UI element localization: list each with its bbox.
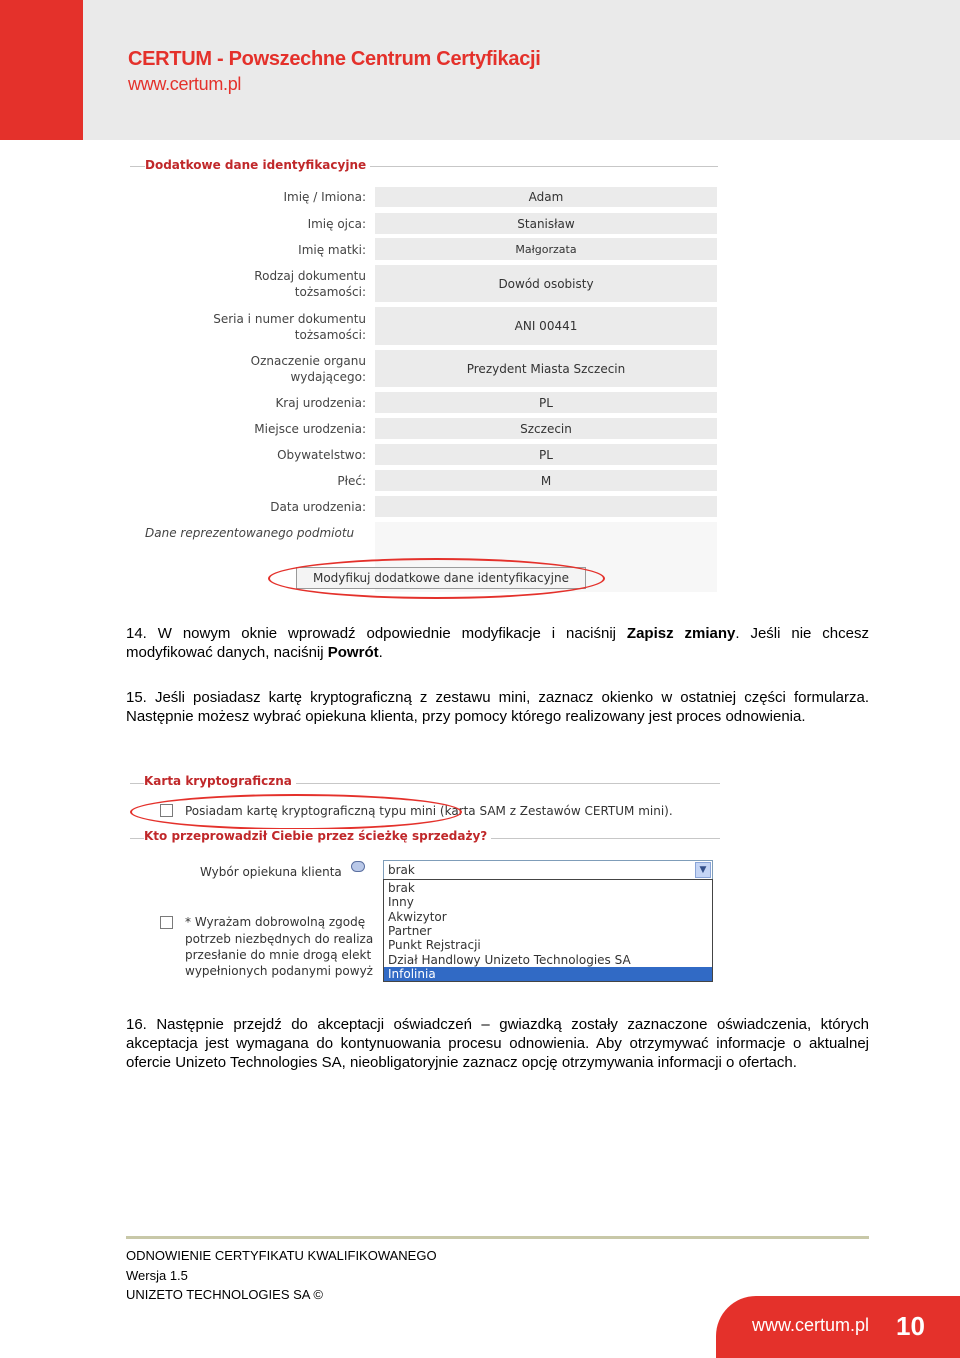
advisor-select[interactable] (383, 860, 713, 880)
page-number: 10 (896, 1311, 925, 1341)
dropdown-option[interactable]: Akwizytor (388, 910, 447, 924)
label-birth-date: Data urodzenia: (270, 500, 366, 514)
consent-line-3: przesłanie do mnie drogą elekt (185, 948, 372, 962)
chevron-down-icon[interactable]: ▼ (695, 862, 711, 878)
step-14-part3: . (378, 644, 383, 661)
value-birth-place: Szczecin (375, 418, 717, 439)
value-issuing-authority: Prezydent Miasta Szczecin (375, 350, 717, 387)
value-first-name: Adam (375, 187, 717, 207)
step-14-part2: . Jeśli nie chcesz modyfikować danych, naciśnij (126, 625, 869, 661)
value-document-number: ANI 00441 (375, 307, 717, 345)
section-title-crypto-card: Karta kryptograficzna (144, 774, 296, 788)
value-father-name: Stanisław (375, 213, 717, 234)
header-title: CERTUM - Powszechne Centrum Certyfikacji (128, 48, 541, 70)
highlight-ellipse (268, 558, 605, 599)
consent-line-4: wypełnionych podanymi powyż (185, 964, 373, 978)
help-bubble-icon[interactable] (351, 861, 365, 872)
label-first-name: Imię / Imiona: (283, 190, 366, 204)
consent-line-2: potrzeb niezbędnych do realiza (185, 932, 374, 946)
footer-divider (126, 1236, 869, 1239)
footer-url: www.certum.pl (752, 1315, 870, 1335)
dropdown-option[interactable]: Partner (388, 924, 432, 938)
section-title-sales-path: Kto przeprowadził Ciebie przez ścieżkę sprzedaży? (144, 829, 491, 843)
label-sex: Płeć: (337, 474, 366, 488)
value-mother-name: Małgorzata (375, 238, 717, 260)
step-14-text (126, 624, 869, 662)
label-document-type: Rodzaj dokumentu tożsamości: (254, 269, 366, 299)
label-father-name: Imię ojca: (307, 217, 366, 231)
dropdown-option[interactable]: Dział Handlowy Unizeto Technologies SA (388, 953, 631, 967)
value-birth-date (375, 496, 717, 517)
consent-line-1: * Wyrażam dobrowolną zgodę (185, 915, 366, 929)
step-14-back: Powrót (327, 644, 379, 661)
dropdown-option[interactable]: Punkt Rejstracji (388, 938, 481, 952)
step-14-save-changes: Zapisz zmiany (626, 625, 736, 642)
consent-checkbox[interactable] (160, 916, 173, 929)
value-sex: M (375, 470, 717, 491)
label-citizenship: Obywatelstwo: (277, 448, 366, 462)
label-issuing-authority: Oznaczenie organu wydającego: (250, 354, 366, 384)
label-document-number: Seria i numer dokumentu tożsamości: (213, 312, 366, 342)
label-birth-country: Kraj urodzenia: (275, 396, 366, 410)
label-birth-place: Miejsce urodzenia: (254, 422, 366, 436)
section-title-identification: Dodatkowe dane identyfikacyjne (145, 158, 370, 172)
advisor-dropdown-list (383, 879, 713, 982)
value-citizenship: PL (375, 444, 717, 465)
step-16-text: 16. Następnie przejdź do akceptacji oświadczeń – gwiazdką zostały zaznaczone oświadczenia, których akceptacja jest wymagana do kontynuowania procesu odnowienia. Aby otrzymywać informacje o aktualnej ofercie Unizeto Technologies SA, nieobligatoryjnie zaznacz opcję otrzymywania informacji o ofertach. (126, 1016, 869, 1071)
header-red-block (0, 0, 83, 140)
step-15-text: 15. Jeśli posiadasz kartę kryptograficzną z zestawu mini, zaznacz okienko w ostatniej części formularza. Następnie możesz wybrać opiekuna klienta, przy pomocy którego realizowany jest proces odnowienia. (126, 689, 869, 725)
footer-doc-title: ODNOWIENIE CERTYFIKATU KWALIFIKOWANEGO (126, 1248, 437, 1263)
value-document-type: Dowód osobisty (375, 265, 717, 302)
crypto-card-label: Posiadam kartę kryptograficzną typu mini (karta SAM z Zestawów CERTUM mini). (185, 804, 673, 818)
advisor-label: Wybór opiekuna klienta (200, 865, 342, 879)
dropdown-option[interactable]: brak (388, 881, 415, 895)
dropdown-option[interactable]: Inny (388, 895, 414, 909)
footer-version: Wersja 1.5 (126, 1268, 188, 1283)
modify-identification-button[interactable]: Modyfikuj dodatkowe dane identyfikacyjne (296, 567, 586, 589)
value-birth-country: PL (375, 392, 717, 413)
header-url: www.certum.pl (128, 74, 242, 94)
label-represented-entity: Dane reprezentowanego podmiotu (145, 526, 355, 540)
step-14-part1: 14. W nowym oknie wprowadź odpowiednie modyfikacje i naciśnij (126, 625, 627, 642)
advisor-select-value: brak (388, 863, 415, 877)
footer-company: UNIZETO TECHNOLOGIES SA © (126, 1287, 323, 1302)
label-mother-name: Imię matki: (298, 243, 366, 257)
highlight-ellipse (130, 794, 462, 830)
dropdown-option-selected[interactable]: Infolinia (384, 967, 712, 981)
